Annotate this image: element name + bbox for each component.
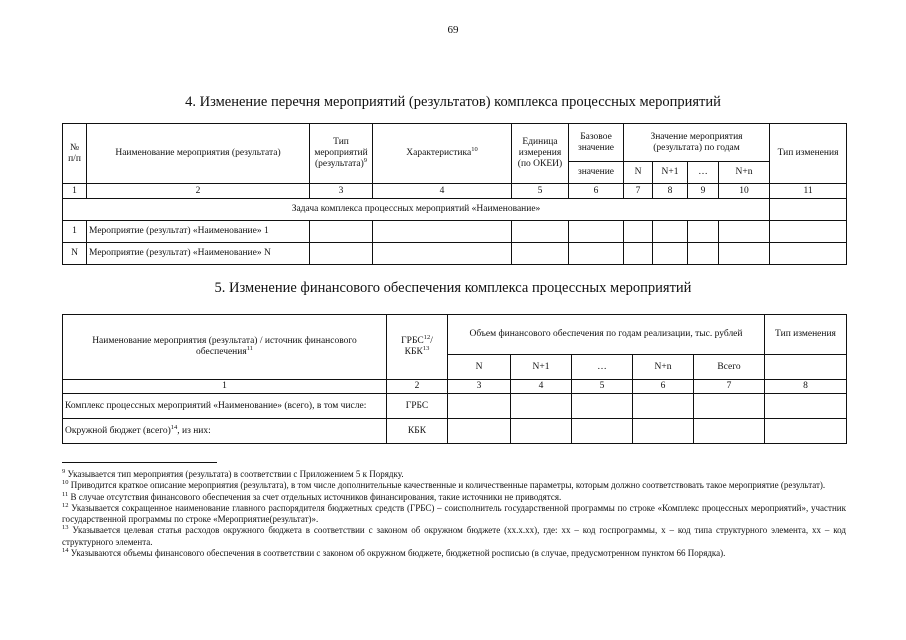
section-5-title: 5. Изменение финансового обеспечения комплекса процессных мероприятий bbox=[214, 280, 692, 296]
col-number: 10 bbox=[719, 184, 770, 199]
footnote: $^{14}$ Указываются объемы финансового обеспечения в соответствии с законом об окружном бюджете, бюджетной росписью (в случае, предусмотренном пунктом 66 Порядка). bbox=[62, 546, 726, 558]
row-name: Мероприятие (результат) «Наименование» 1 bbox=[87, 221, 310, 243]
header-year: N bbox=[624, 162, 653, 184]
header-base: Базовое значение bbox=[569, 124, 624, 162]
header-grbs-kbk: ГРБС$^{12}$/ КБК$^{13}$ bbox=[387, 315, 448, 380]
row-code: ГРБС bbox=[387, 394, 448, 419]
row-name: Окружной бюджет (всего)$^{14}$, из них: bbox=[63, 419, 387, 444]
col-number: 6 bbox=[569, 184, 624, 199]
table-row bbox=[63, 243, 847, 265]
footnote-separator bbox=[62, 462, 217, 463]
col-number: 1 bbox=[63, 380, 387, 394]
page-number: 69 bbox=[447, 24, 459, 36]
section-4-table bbox=[62, 123, 847, 265]
header-change-type: Тип изменения bbox=[765, 315, 847, 355]
table-row bbox=[63, 419, 847, 444]
header-year: N bbox=[448, 355, 511, 380]
header-volume: Объем финансового обеспечения по годам реализации, тыс. рублей bbox=[448, 315, 765, 355]
col-number: 9 bbox=[688, 184, 719, 199]
header-year: N+n bbox=[633, 355, 694, 380]
col-number: 7 bbox=[694, 380, 765, 394]
header-year: … bbox=[572, 355, 633, 380]
col-number: 2 bbox=[387, 380, 448, 394]
header-name: Наименование мероприятия (результата) bbox=[87, 124, 310, 184]
table-row bbox=[63, 394, 847, 419]
footnotes bbox=[62, 469, 846, 559]
table-cell bbox=[770, 199, 847, 221]
col-number: 7 bbox=[624, 184, 653, 199]
footnote: $^{13}$ Указывается целевая статья расходов окружного бюджета в соответствии с законом об окружном бюджете (хх.х.хх), где: хх – код госпрограммы, х – код типа структурного элемента, хх – код структурного элемента. bbox=[62, 524, 846, 547]
col-number: 3 bbox=[448, 380, 511, 394]
row-num: 1 bbox=[63, 221, 87, 243]
header-year: N+1 bbox=[511, 355, 572, 380]
task-row: Задача комплекса процессных мероприятий «Наименование» bbox=[63, 199, 770, 221]
col-number: 4 bbox=[511, 380, 572, 394]
table-cell bbox=[765, 355, 847, 380]
header-base-value: значение bbox=[569, 162, 624, 184]
col-number: 1 bbox=[63, 184, 87, 199]
table-row bbox=[63, 221, 847, 243]
section-4-title: 4. Изменение перечня мероприятий (результатов) комплекса процессных мероприятий bbox=[185, 94, 721, 110]
header-unit: Единица измерения (по ОКЕИ) bbox=[512, 124, 569, 184]
header-year: … bbox=[688, 162, 719, 184]
col-number: 8 bbox=[765, 380, 847, 394]
header-year: N+n bbox=[719, 162, 770, 184]
col-number: 8 bbox=[653, 184, 688, 199]
header-change-type: Тип изменения bbox=[770, 124, 847, 184]
col-number: 3 bbox=[310, 184, 373, 199]
header-num: № п/п bbox=[63, 124, 87, 184]
col-number: 11 bbox=[770, 184, 847, 199]
header-characteristic: Характеристика$^{10}$ bbox=[373, 124, 512, 184]
header-type: Тип мероприятий (результата)$^9$ bbox=[310, 124, 373, 184]
col-number: 5 bbox=[512, 184, 569, 199]
row-name: Комплекс процессных мероприятий «Наименование» (всего), в том числе: bbox=[63, 394, 387, 419]
header-name: Наименование мероприятия (результата) / источник финансового обеспечения$^{11}$ bbox=[63, 315, 387, 380]
col-number: 4 bbox=[373, 184, 512, 199]
header-value-group: Значение мероприятия (результата) по годам bbox=[624, 124, 770, 162]
footnote: $^{10}$ Приводится краткое описание мероприятия (результата), в том числе дополнительные качественные и количественные параметры, которым должно соответствовать такое мероприятие (результат). bbox=[62, 479, 826, 491]
row-name: Мероприятие (результат) «Наименование» N bbox=[87, 243, 310, 265]
col-number: 2 bbox=[87, 184, 310, 199]
section-5-table bbox=[62, 314, 847, 444]
row-code: КБК bbox=[387, 419, 448, 444]
footnote: $^9$ Указывается тип мероприятия (результата) в соответствии с Приложением 5 к Порядку. bbox=[62, 468, 404, 479]
footnote: $^{12}$ Указывается сокращенное наименование главного распорядителя бюджетных средств (ГРБС) – соисполнитель государственной программы по строке «Комплекс процессных мероприятий», участник государственной программы по строке «Мероприятие(результат)». bbox=[62, 501, 846, 524]
row-num: N bbox=[63, 243, 87, 265]
col-number: 6 bbox=[633, 380, 694, 394]
header-total: Всего bbox=[694, 355, 765, 380]
footnote: $^{11}$ В случае отсутствия финансового обеспечения за счет отдельных источников финансирования, такие источники не приводятся. bbox=[62, 490, 562, 502]
col-number: 5 bbox=[572, 380, 633, 394]
header-year: N+1 bbox=[653, 162, 688, 184]
